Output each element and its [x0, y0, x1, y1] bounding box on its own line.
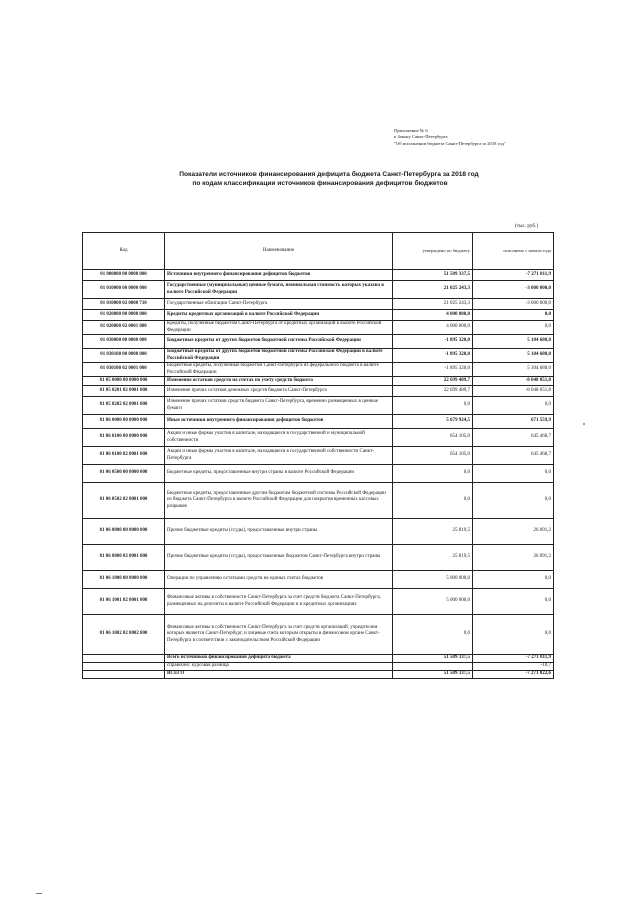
row-executed: 0,0	[473, 397, 554, 415]
table-footer-row	[83, 663, 554, 671]
row-approved: 4 000 000,0	[393, 321, 473, 335]
appendix-line-2: к Закону Санкт-Петербурга	[394, 134, 448, 140]
row-code: 01 06 0800 00 0000 000	[83, 519, 165, 545]
document-title	[0, 170, 640, 188]
header-approved: утверждено по бюджету	[393, 233, 473, 270]
row-code: 01 030000 00 0000 000	[83, 335, 165, 349]
row-approved: 25 819,5	[393, 519, 473, 545]
row-code: 01 020000 00 0000 000	[83, 310, 165, 321]
table-row	[83, 281, 554, 299]
row-name: Государственные (муниципальные) ценные бумаги, номинальная стоимость которых указана в валюте Российской Федерации	[165, 281, 393, 299]
table-row	[83, 447, 554, 465]
row-approved: 0,0	[393, 397, 473, 415]
table-row	[83, 386, 554, 397]
row-name: Источники внутреннего финансирования дефицитов бюджетов	[165, 270, 393, 281]
table-row	[83, 397, 554, 415]
row-code: 01 06 0800 02 0001 000	[83, 545, 165, 571]
row-name: Бюджетные кредиты, предоставленные внутри страны в валюте Российской Федерации	[165, 465, 393, 483]
row-code: 01 05 0201 02 0001 000	[83, 386, 165, 397]
header-name: Наименование	[165, 233, 393, 270]
table-footer-row	[83, 671, 554, 679]
footer-name: справочно: курсовая разница	[165, 663, 393, 671]
row-code: 01 030100 00 0000 000	[83, 349, 165, 363]
row-name: Изменение остатков средств на счетах по учету средств бюджета	[165, 377, 393, 386]
row-name: Прочие бюджетные кредиты (ссуды), предоставленные бюджетом Санкт-Петербурга внутри страны	[165, 545, 393, 571]
row-name: Изменение прочих остатков средств бюджета Санкт-Петербурга, временно размещенных в ценные бумаги	[165, 397, 393, 415]
header-code: Код	[83, 233, 165, 270]
row-name: Бюджетные кредиты от других бюджетов бюджетной системы Российской Федерации в валюте Российской Федерации	[165, 349, 393, 363]
row-code: 01 000000 00 0000 000	[83, 270, 165, 281]
footer-executed: -10,7	[473, 663, 554, 671]
row-executed: 5 104 680,0	[473, 349, 554, 363]
row-executed: 645 468,7	[473, 429, 554, 447]
table-row	[83, 363, 554, 377]
row-name: Бюджетные кредиты, предоставленные другим бюджетам бюджетной системы Российской Федерации из бюджета Санкт-Петербурга в валюте Российской Федерации для покрытия временных кассовых разрывов	[165, 483, 393, 519]
row-code: 01 020000 02 0001 000	[83, 321, 165, 335]
row-code: 01 010000 00 0000 000	[83, 281, 165, 299]
row-executed: 0,0	[473, 321, 554, 335]
row-name: Государственные облигации Санкт-Петербурга	[165, 299, 393, 310]
row-executed: -8 048 051,8	[473, 386, 554, 397]
table-row	[83, 415, 554, 429]
row-executed: -3 000 000,0	[473, 281, 554, 299]
row-executed: 645 468,7	[473, 447, 554, 465]
row-code: 01 06 0502 02 0001 000	[83, 483, 165, 519]
row-executed: 26 091,2	[473, 519, 554, 545]
scan-speck	[583, 423, 585, 425]
footer-name: ВСЕГО	[165, 671, 393, 679]
row-approved: 25 819,5	[393, 545, 473, 571]
row-approved: 5 679 924,5	[393, 415, 473, 429]
appendix-note	[394, 128, 506, 147]
row-executed: 0,0	[473, 589, 554, 615]
row-code: 01 06 1001 02 0001 000	[83, 589, 165, 615]
row-code: 01 06 0100 02 0001 000	[83, 447, 165, 465]
row-executed: 5 104 680,0	[473, 363, 554, 377]
row-name: Бюджетные кредиты, полученные бюджетом Санкт-Петербурга из федерального бюджета в валюте Российской Федерации	[165, 363, 393, 377]
units-note: (тыс. руб.)	[515, 223, 539, 229]
table-row	[83, 321, 554, 335]
row-code: 01 010000 02 0000 710	[83, 299, 165, 310]
row-executed: -3 000 000,0	[473, 299, 554, 310]
footer-code-cell	[83, 655, 165, 663]
row-approved: 0,0	[393, 465, 473, 483]
row-approved: 654 105,0	[393, 429, 473, 447]
row-code: 01 030100 02 0001 000	[83, 363, 165, 377]
table-row	[83, 310, 554, 321]
table-row	[83, 335, 554, 349]
row-approved: 21 025 243,3	[393, 281, 473, 299]
row-name: Финансовые активы в собственности Санкт-Петербурга за счет средств бюджета Санкт-Петербурга, размещенных на депозиты в валюте Российской Федерации и в кредитных организациях	[165, 589, 393, 615]
scan-speck	[36, 893, 42, 894]
row-code: 01 06 0000 00 0000 000	[83, 415, 165, 429]
row-executed: 0,0	[473, 465, 554, 483]
row-code: 01 05 0202 02 0001 000	[83, 397, 165, 415]
row-code: 01 06 0100 00 0000 000	[83, 429, 165, 447]
row-executed: 0,0	[473, 615, 554, 655]
table-footer-row	[83, 655, 554, 663]
table-row	[83, 615, 554, 655]
row-approved: 22 699 489,7	[393, 386, 473, 397]
row-name: Изменение прочих остатков денежных средств бюджета Санкт-Петербурга	[165, 386, 393, 397]
row-name: Финансовые активы в собственности Санкт-Петербурга за счет средств организаций, учредителем которых является Санкт-Петербург, и лицевые счета которым открыты в финансовом органе Санкт-Петербурга в соответствии с законодательством Российской Федерации	[165, 615, 393, 655]
table-row	[83, 519, 554, 545]
table-row	[83, 349, 554, 363]
financing-sources-table	[82, 232, 554, 679]
row-name: Прочие бюджетные кредиты (ссуды), предоставленные внутри страны	[165, 519, 393, 545]
row-code: 01 06 0500 00 0000 000	[83, 465, 165, 483]
table-row	[83, 571, 554, 589]
header-executed: исполнено с начала года	[473, 233, 554, 270]
row-executed: 26 091,2	[473, 545, 554, 571]
row-name: Акции и иные формы участия в капитале, находящиеся в государственной собственности Санкт-Петербурга	[165, 447, 393, 465]
row-executed: 0,0	[473, 571, 554, 589]
row-approved: 51 509 337,5	[393, 270, 473, 281]
footer-executed: -7 271 822,6	[473, 671, 554, 679]
row-approved: -1 895 320,0	[393, 335, 473, 349]
row-executed: 0,0	[473, 483, 554, 519]
row-approved: 5 000 000,0	[393, 589, 473, 615]
row-executed: -8 048 051,8	[473, 377, 554, 386]
title-line-1: Показатели источников финансирования дефицита бюджета Санкт-Петербурга за 2018 год	[179, 171, 479, 178]
row-approved: 21 025 243,3	[393, 299, 473, 310]
row-approved: 4 000 000,0	[393, 310, 473, 321]
footer-code-cell	[83, 663, 165, 671]
title-line-2: по кодам классификации источников финансирования дефицитов бюджетов	[192, 180, 448, 187]
row-name: Кредиты, полученные бюджетом Санкт-Петербурга от кредитных организаций в валюте Российской Федерации	[165, 321, 393, 335]
row-name: Кредиты кредитных организаций в валюте Российской Федерации	[165, 310, 393, 321]
row-approved: -1 895 320,0	[393, 363, 473, 377]
table-row	[83, 299, 554, 310]
table-row	[83, 270, 554, 281]
row-name: Акции и иные формы участия в капитале, находящиеся в государственной и муниципальной собственности	[165, 429, 393, 447]
row-executed: 0,0	[473, 310, 554, 321]
table-row	[83, 465, 554, 483]
table-row	[83, 429, 554, 447]
row-code: 01 05 0000 00 0000 000	[83, 377, 165, 386]
row-approved: 5 000 000,0	[393, 571, 473, 589]
footer-executed: -7 271 811,9	[473, 655, 554, 663]
footer-approved	[393, 663, 473, 671]
row-approved: 0,0	[393, 483, 473, 519]
row-approved: 0,0	[393, 615, 473, 655]
row-executed: 671 559,9	[473, 415, 554, 429]
row-name: Иные источники внутреннего финансирования дефицитов бюджетов	[165, 415, 393, 429]
row-name: Операции по управлению остатками средств на единых счетах бюджетов	[165, 571, 393, 589]
table-row	[83, 483, 554, 519]
row-approved: -1 895 320,0	[393, 349, 473, 363]
appendix-line-3: "Об исполнении бюджета Санкт-Петербурга за 2018 год"	[394, 140, 506, 146]
appendix-line-1: Приложение № 6	[394, 128, 428, 133]
footer-name: Всего источников финансирования дефицита бюджета	[165, 655, 393, 663]
row-name: Бюджетные кредиты от других бюджетов бюджетной системы Российской Федерации	[165, 335, 393, 349]
footer-approved: 51 509 337,5	[393, 671, 473, 679]
table-body	[83, 270, 554, 679]
row-code: 01 06 1002 02 0002 000	[83, 615, 165, 655]
footer-code-cell	[83, 671, 165, 679]
footer-approved: 51 509 337,5	[393, 655, 473, 663]
row-approved: 654 105,0	[393, 447, 473, 465]
table-header-row	[83, 233, 554, 270]
table-row	[83, 377, 554, 386]
row-executed: -7 271 811,9	[473, 270, 554, 281]
row-code: 01 06 1000 00 0000 000	[83, 571, 165, 589]
table-row	[83, 545, 554, 571]
row-executed: 5 104 680,0	[473, 335, 554, 349]
row-approved: 22 699 489,7	[393, 377, 473, 386]
table-row	[83, 589, 554, 615]
